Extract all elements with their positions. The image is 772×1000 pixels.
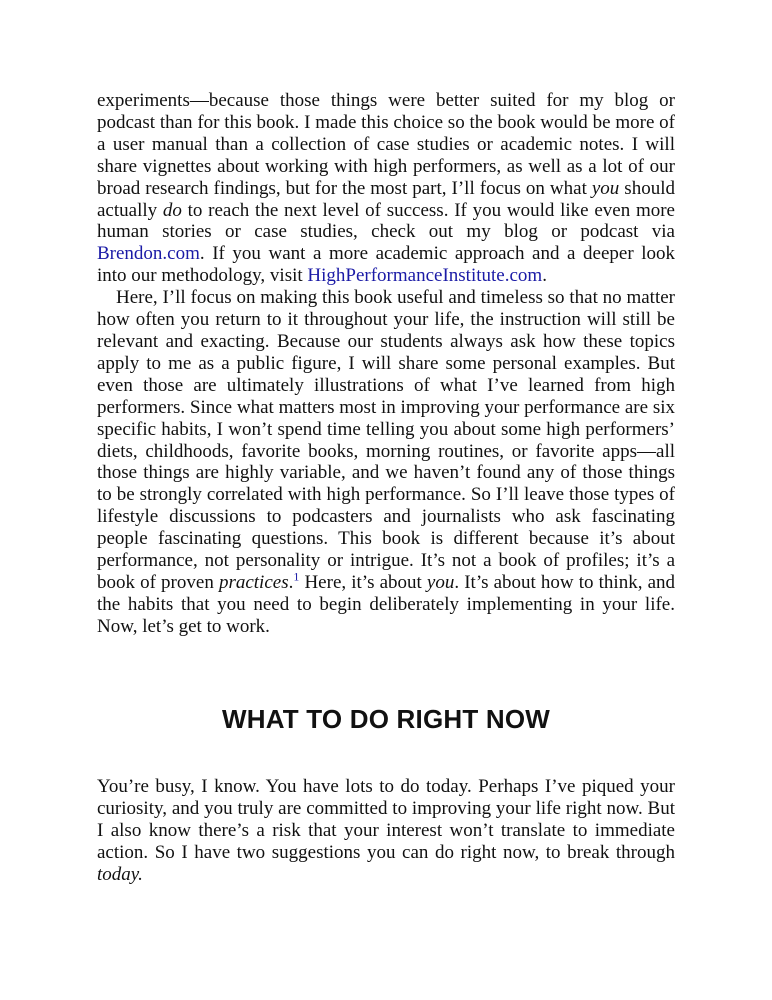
text-run: Here, it’s about — [299, 571, 427, 593]
text-run: . — [288, 571, 294, 593]
text-run: . If you want a more academic approach and a deeper look into our methodology, visit — [97, 243, 675, 287]
emphasis-text: practices — [218, 571, 289, 593]
text-run: Here, I’ll focus on making this book useful and timeless so that no matter how often you return to it throughout your life, the instruction will still be relevant and exacting. Because our students always ask how these topics apply to me as a public figure, I will share some personal examples. But even those are ultimately illustrations of what I’ve learned from high performers. Since what matters most in improving your performance are six specific habits, I won’t spend time telling you about some high performers’ diets, childhoods, favorite books, morning routines, or favorite apps—all those things are highly variable, and we haven’t found any of those things to be strongly correlated with high performance. So I’ll leave those types of lifestyle discussions to podcasters and journalists who ask fascinating people fascinating questions. This book is different because it’s about performance, not personality or intrigue. It’s not a book of profiles; it’s a book of proven — [97, 287, 675, 593]
text-run: You’re busy, I know. You have lots to do today. Perhaps I’ve piqued your curiosity, and you truly are committed to improving your life right now. But I also know there’s a risk that your interest won’t translate to immediate action. So I have two suggestions you can do right now, to break through — [97, 776, 675, 863]
emphasis-text: do — [162, 199, 182, 221]
section-body — [97, 776, 675, 886]
emphasis-text: today. — [97, 863, 143, 885]
footnote-link[interactable]: 1 — [293, 569, 300, 584]
text-run: . — [542, 265, 547, 287]
emphasis-text: you — [426, 571, 455, 593]
text-run: . It’s about how to think, and the habits that you need to begin deliberately implementing in your life. Now, let’s get to work. — [97, 571, 676, 637]
emphasis-text: you — [591, 177, 620, 199]
text-run: to reach the next level of success. If you would like even more human stories or case studies, check out my blog or podcast via — [97, 199, 675, 243]
text-run: should actually — [97, 177, 675, 221]
text-run: experiments—because those things were better suited for my blog or podcast than for this book. I made this choice so the book would be more of a user manual than a collection of case studies or academic notes. I will share vignettes about working with high performers, as well as a lot of our broad research findings, but for the most part, I’ll focus on what — [97, 90, 675, 199]
high-performance-institute-link[interactable]: HighPerformanceInstitute.com — [307, 265, 543, 287]
brendon-link[interactable]: Brendon.com — [97, 243, 200, 265]
paragraph-2 — [97, 287, 675, 638]
page-body — [97, 90, 675, 638]
paragraph-1 — [97, 90, 675, 287]
section-heading: WHAT TO DO RIGHT NOW — [222, 704, 550, 734]
paragraph-3 — [97, 776, 675, 886]
